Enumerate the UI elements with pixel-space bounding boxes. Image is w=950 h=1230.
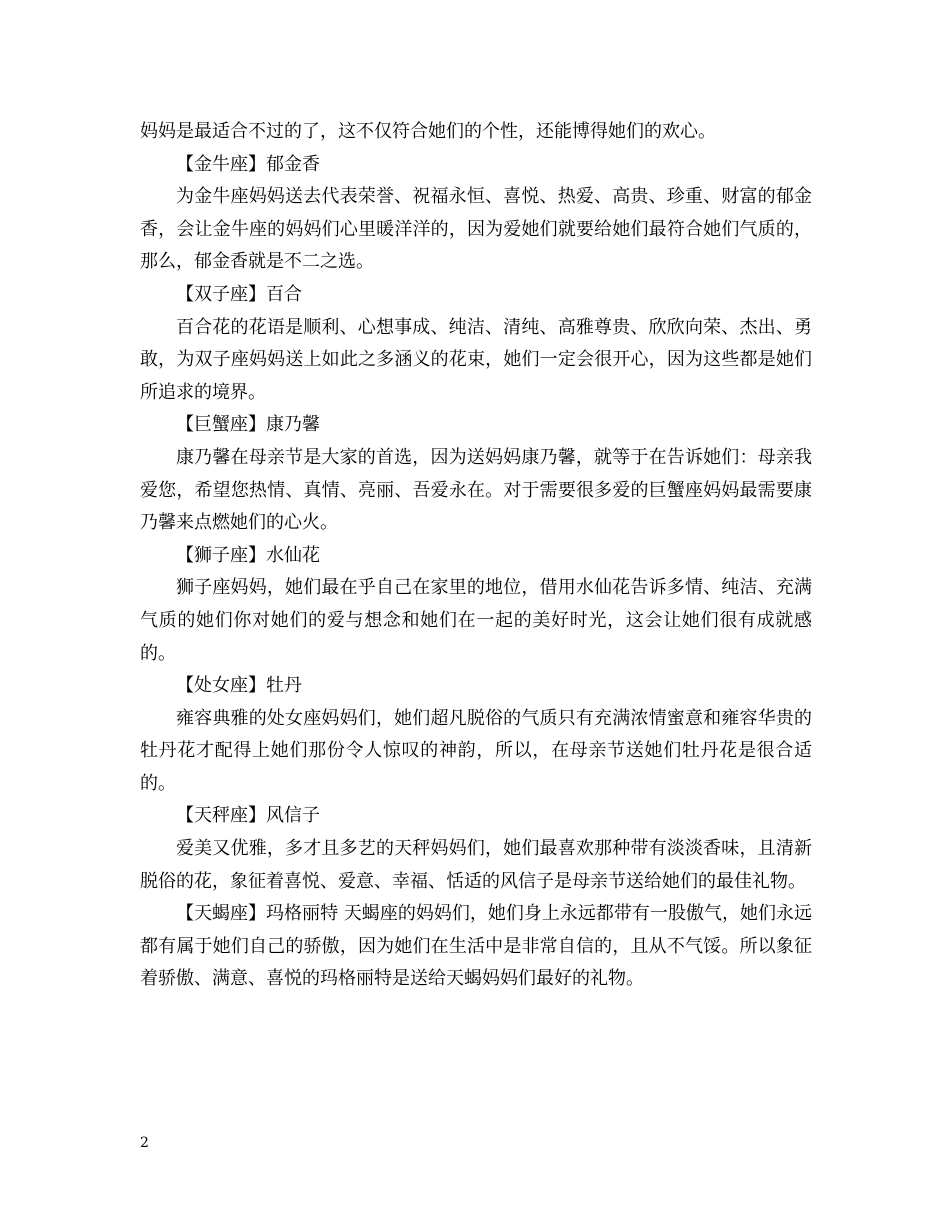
section-heading-taurus: 【金牛座】郁金香 — [176, 153, 320, 175]
page-number: 2 — [140, 1135, 149, 1151]
paragraph-libra: 爱美又优雅，多才且多艺的天秤妈妈们，她们最喜欢那种带有淡淡香味，且清新脱俗的花，象征着喜悦、爱意、幸福、恬适的风信子是母亲节送给她们的最佳礼物。 — [140, 838, 812, 892]
paragraph-leo: 狮子座妈妈，她们最在乎自己在家里的地位，借用水仙花告诉多情、纯洁、充满气质的她们你对她们的爱与想念和她们在一起的美好时光，这会让她们很有成就感的。 — [140, 577, 812, 664]
paragraph-scorpio: 【天蝎座】玛格丽特 天蝎座的妈妈们，她们身上永远都带有一股傲气，她们永远都有属于她们自己的骄傲，因为她们在生活中是非常自信的，且从不气馁。所以象征着骄傲、满意、喜悦的玛格丽特是送给天蝎妈妈们最好的礼物。 — [140, 903, 812, 990]
section-heading-libra: 【天秤座】风信子 — [176, 805, 320, 827]
paragraph-cancer: 康乃馨在母亲节是大家的首选，因为送妈妈康乃馨，就等于在告诉她们：母亲我爱您，希望您热情、真情、亮丽、吾爱永在。对于需要很多爱的巨蟹座妈妈最需要康乃馨来点燃她们的心火。 — [140, 446, 812, 534]
paragraph-taurus: 为金牛座妈妈送去代表荣誉、祝福永恒、喜悦、热爱、高贵、珍重、财富的郁金香，会让金牛座的妈妈们心里暖洋洋的，因为爱她们就要给她们最符合她们气质的，那么，郁金香就是不二之选。 — [140, 186, 812, 273]
section-heading-virgo: 【处女座】牡丹 — [176, 675, 302, 697]
paragraph-virgo: 雍容典雅的处女座妈妈们，她们超凡脱俗的气质只有充满浓情蜜意和雍容华贵的牡丹花才配得上她们那份令人惊叹的神韵，所以，在母亲节送她们牡丹花是很合适的。 — [140, 707, 812, 794]
document-body — [140, 116, 812, 996]
paragraph-continuation: 妈妈是最适合不过的了，这不仅符合她们的个性，还能博得她们的欢心。 — [140, 121, 716, 142]
paragraph-gemini: 百合花的花语是顺利、心想事成、纯洁、清纯、高雅尊贵、欣欣向荣、杰出、勇敢，为双子座妈妈送上如此之多涵义的花束，她们一定会很开心，因为这些都是她们所追求的境界。 — [140, 316, 812, 403]
section-heading-cancer: 【巨蟹座】康乃馨 — [176, 414, 320, 436]
section-heading-leo: 【狮子座】水仙花 — [176, 544, 320, 566]
section-heading-gemini: 【双子座】百合 — [176, 283, 302, 305]
